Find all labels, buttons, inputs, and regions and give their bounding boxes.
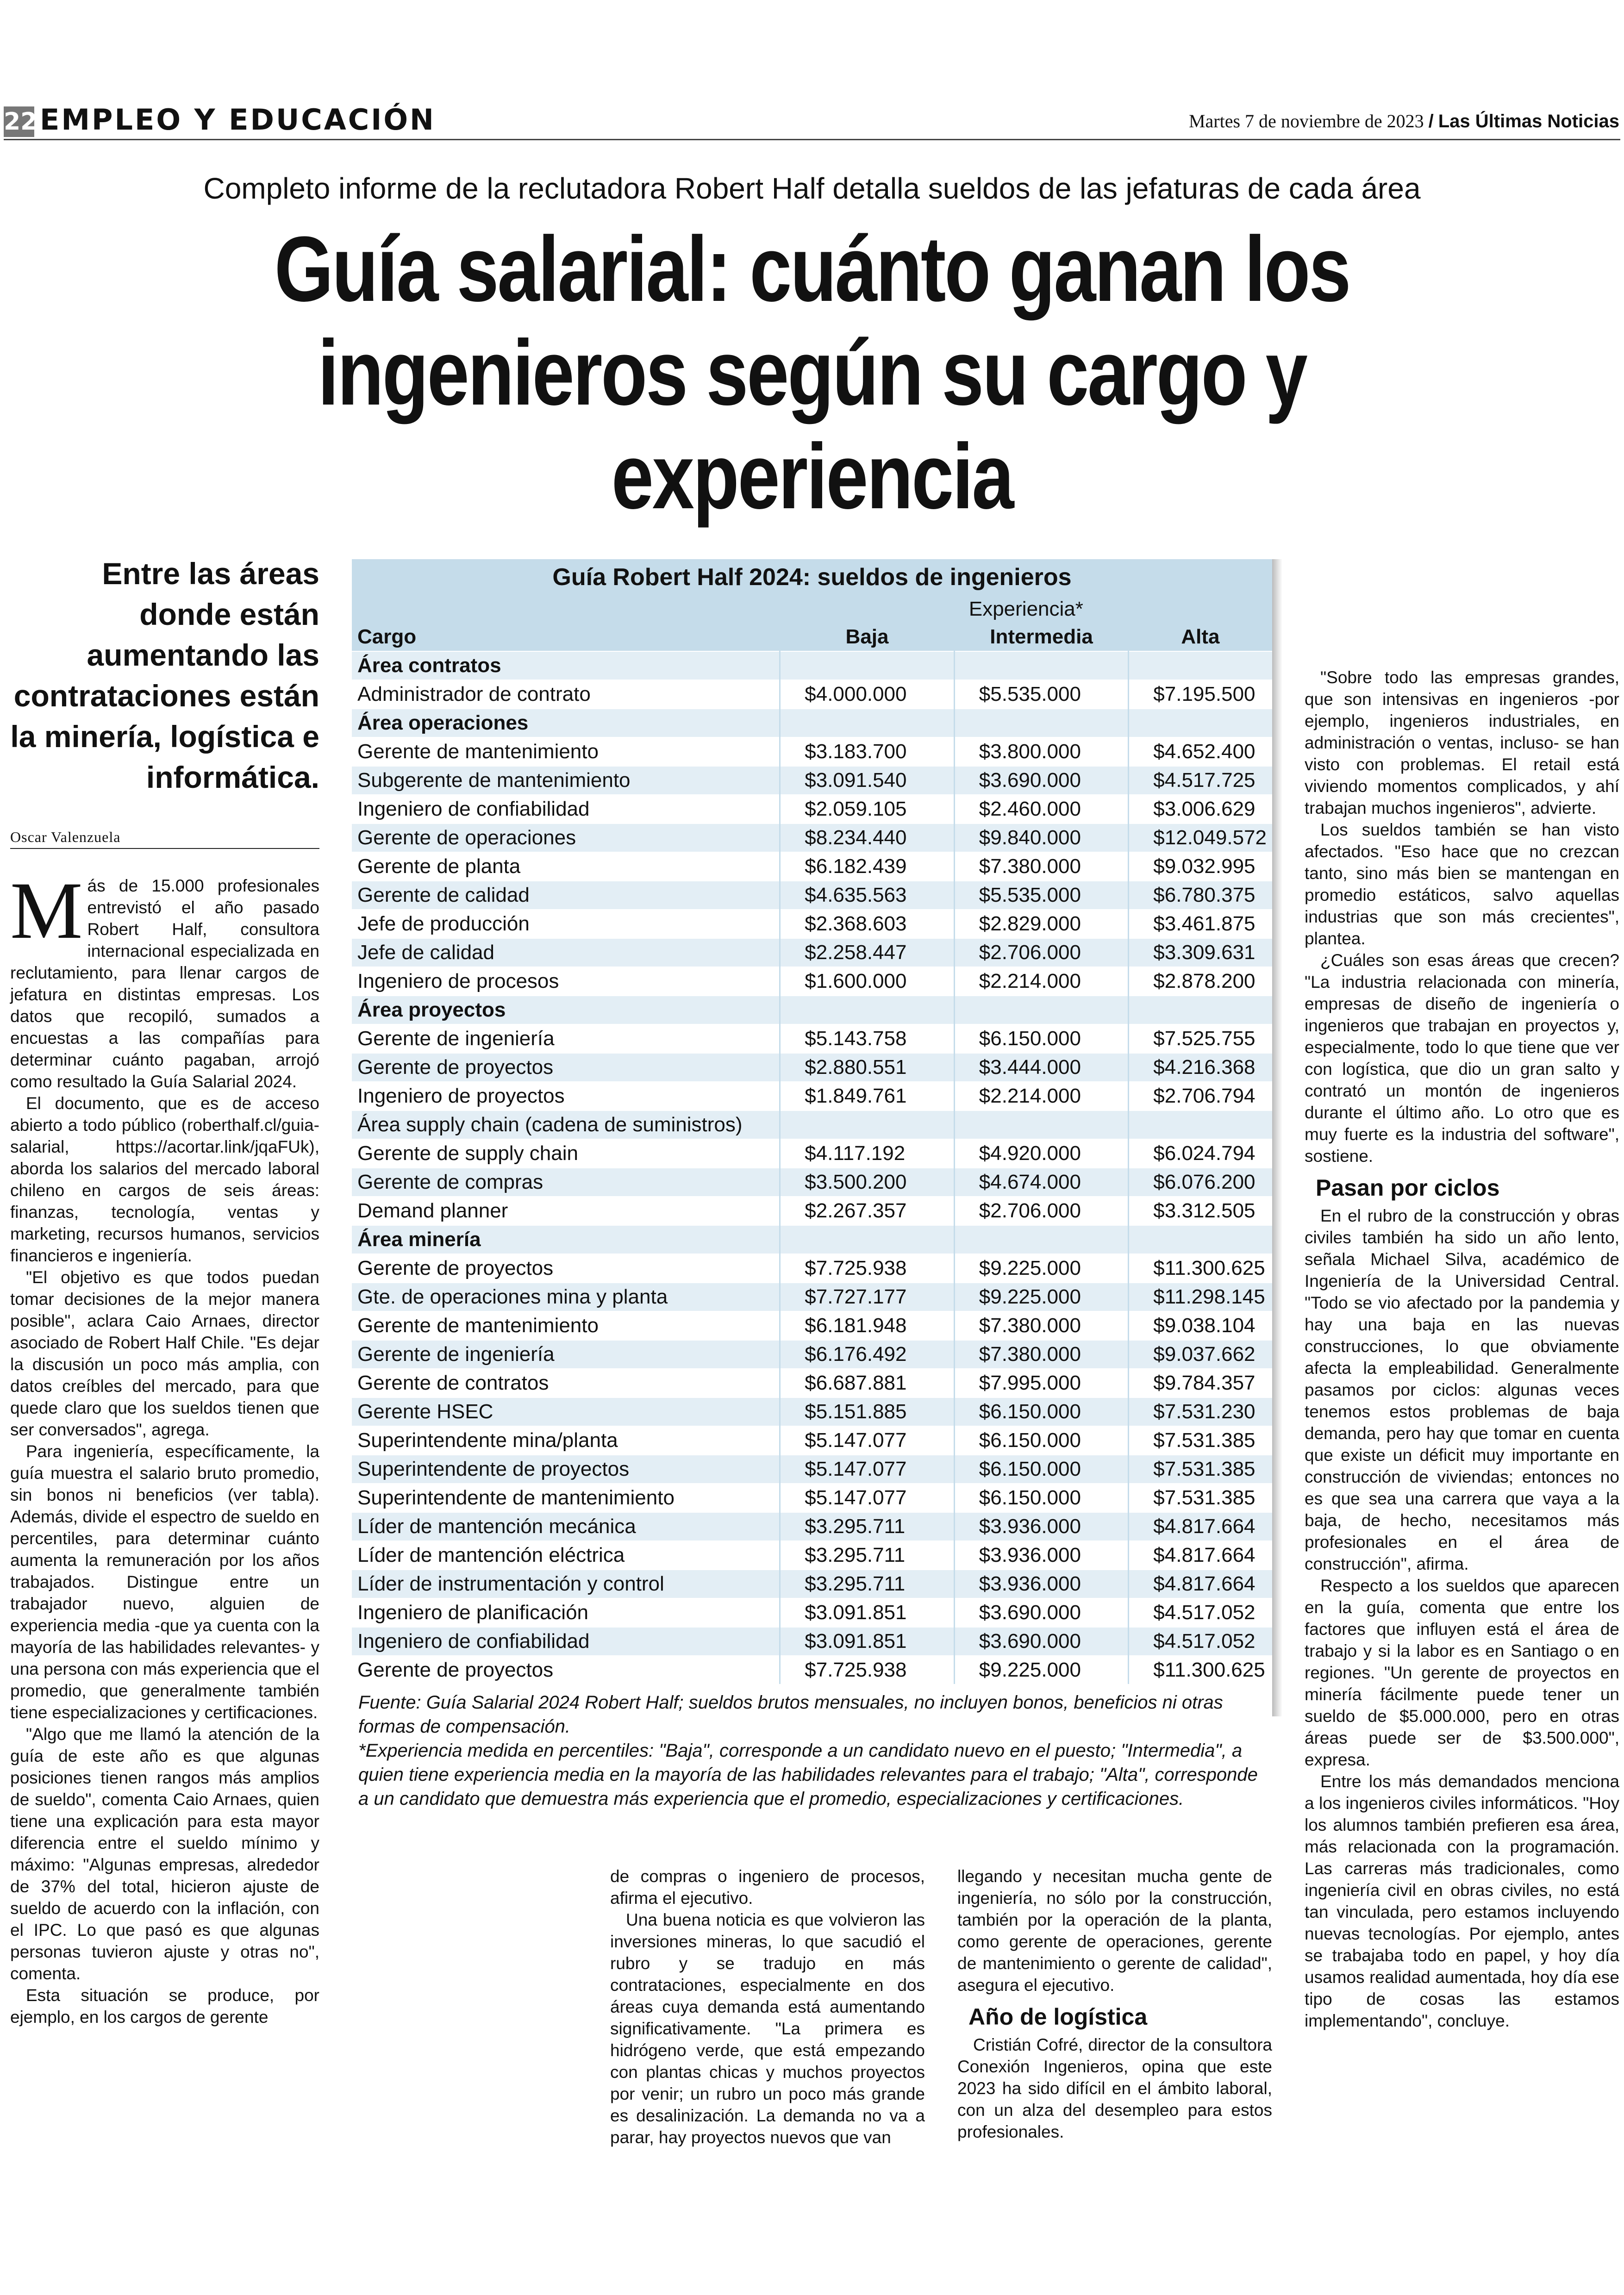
alta-cell: $3.006.629	[1129, 795, 1272, 823]
cargo-cell: Gerente de mantenimiento	[352, 1311, 780, 1340]
baja-cell: $4.117.192	[780, 1139, 955, 1168]
baja-cell: $5.143.758	[780, 1024, 955, 1053]
issue-date: Martes 7 de noviembre de 2023	[1188, 111, 1424, 131]
cargo-cell: Área operaciones	[352, 709, 780, 737]
alta-cell: $4.517.052	[1129, 1627, 1272, 1656]
cargo-cell: Área minería	[352, 1225, 780, 1254]
cargo-cell: Superintendente mina/planta	[352, 1426, 780, 1455]
baja-cell	[780, 651, 955, 680]
table-row	[352, 766, 1272, 795]
baja-cell: $3.295.711	[780, 1512, 955, 1541]
table-title: Guía Robert Half 2024: sueldos de ingenieros	[352, 559, 1272, 595]
table-row	[352, 1024, 1272, 1053]
intermedia-cell: $3.936.000	[954, 1512, 1129, 1541]
cargo-cell: Líder de mantención eléctrica	[352, 1541, 780, 1570]
baja-cell: $3.091.540	[780, 766, 955, 795]
alta-cell: $3.309.631	[1129, 938, 1272, 967]
intermedia-cell: $2.706.000	[954, 938, 1129, 967]
col-alta: Alta	[1129, 623, 1272, 651]
baja-cell	[780, 1110, 955, 1139]
baja-cell: $5.147.077	[780, 1484, 955, 1512]
alta-cell: $2.706.794	[1129, 1082, 1272, 1110]
cargo-cell: Gerente de proyectos	[352, 1254, 780, 1283]
alta-cell: $3.312.505	[1129, 1197, 1272, 1225]
cargo-cell: Gerente de supply chain	[352, 1139, 780, 1168]
alta-cell: $7.531.385	[1129, 1426, 1272, 1455]
alta-cell: $7.531.230	[1129, 1397, 1272, 1426]
table-row	[352, 1340, 1272, 1369]
alta-cell: $4.216.368	[1129, 1053, 1272, 1082]
table-row	[352, 1139, 1272, 1168]
intermedia-cell: $9.225.000	[954, 1254, 1129, 1283]
baja-cell: $2.368.603	[780, 910, 955, 938]
intermedia-cell: $2.706.000	[954, 1197, 1129, 1225]
cargo-cell: Ingeniero de procesos	[352, 967, 780, 996]
alta-cell: $4.817.664	[1129, 1570, 1272, 1598]
cargo-cell: Ingeniero de confiabilidad	[352, 1627, 780, 1656]
baja-cell: $3.091.851	[780, 1627, 955, 1656]
cargo-cell: Ingeniero de confiabilidad	[352, 795, 780, 823]
table-shadow	[1272, 559, 1282, 1716]
table-row	[352, 1570, 1272, 1598]
intermedia-cell: $6.150.000	[954, 1426, 1129, 1455]
baja-cell: $4.000.000	[780, 680, 955, 709]
alta-cell: $4.517.725	[1129, 766, 1272, 795]
alta-cell: $4.817.664	[1129, 1541, 1272, 1570]
right-column	[1305, 667, 1619, 2032]
alta-cell: $6.024.794	[1129, 1139, 1272, 1168]
intermedia-cell	[954, 1110, 1129, 1139]
baja-cell	[780, 996, 955, 1024]
cargo-cell: Gerente de contratos	[352, 1369, 780, 1397]
table-row	[352, 1369, 1272, 1397]
intermedia-cell: $9.225.000	[954, 1656, 1129, 1684]
baja-cell: $7.725.938	[780, 1656, 955, 1684]
table-row	[352, 1426, 1272, 1455]
paragraph: "Algo que me llamó la atención de la guía de este año es que algunas posiciones tienen rangos más amplios de sueldo", comenta Caio Arnaes, quien tiene una explicación para esta mayor diferencia entre el sueldo mínimo y máximo: "Algunas empresas, alrededor de 37% del total, hicieron ajuste de sueldo de acuerdo con la inflación, con el IPC. Lo que pasó es que algunas personas tuvieron ajuste y otras no", comenta.	[10, 1725, 319, 1983]
cargo-cell: Gerente de ingeniería	[352, 1340, 780, 1369]
alta-cell	[1129, 1225, 1272, 1254]
dateline-separator: /	[1428, 111, 1434, 131]
table-row	[352, 1656, 1272, 1684]
intermedia-cell: $2.460.000	[954, 795, 1129, 823]
byline: Oscar Valenzuela	[10, 829, 121, 845]
cargo-cell: Área proyectos	[352, 996, 780, 1024]
paragraph: En el rubro de la construcción y obras civiles también ha sido un año lento, señala Michael Silva, académico de Ingeniería de la Universidad Central. "Todo se vio afectado por la pandemia y hay una baja en las nuevas construcciones, lo que obviamente afecta la empleabilidad. Generalmente pasamos por ciclos: algunas veces tenemos estos problemas de baja demanda, pero hay que tomar en cuenta que existe un déficit muy importante en construcción de viviendas; entonces no es que sea una carrera que vaya a la baja, de hecho, necesitamos más profesionales en el área de construcción", afirma.	[1305, 1206, 1619, 1573]
table-row	[352, 1627, 1272, 1656]
baja-cell: $6.687.881	[780, 1369, 955, 1397]
cargo-cell: Líder de mantención mecánica	[352, 1512, 780, 1541]
paragraph: Los sueldos también se han visto afectados. "Eso hace que no crezcan tanto, sino más bien se mantengan en promedio estáticos, salvo aquellas industrias que son más crecientes", plantea.	[1305, 820, 1619, 948]
header-spacer	[352, 595, 780, 623]
baja-cell: $1.849.761	[780, 1082, 955, 1110]
cargo-cell: Jefe de calidad	[352, 938, 780, 967]
paragraph: Para ingeniería, específicamente, la guía muestra el salario bruto promedio, sin bonos ni beneficios (ver tabla). Además, divide el espectro de sueldo en percentiles, para determinar cuánto aumenta la remuneración por los años trabajados. Distingue entre un trabajador nuevo, alguien de experiencia media -que ya cuenta con la mayoría de las habilidades relevantes- y una persona con más experiencia que el promedio, que generalmente también tiene especializaciones y certificaciones.	[10, 1442, 319, 1722]
intermedia-cell: $6.150.000	[954, 1455, 1129, 1484]
cargo-cell: Gerente de mantenimiento	[352, 737, 780, 766]
cargo-cell: Líder de instrumentación y control	[352, 1570, 780, 1598]
alta-cell: $7.195.500	[1129, 680, 1272, 709]
table-area-row	[352, 709, 1272, 737]
subhead-logistica: Año de logística	[968, 2004, 1148, 2030]
paragraph: Cristián Cofré, director de la consultora Conexión Ingenieros, opina que este 2023 ha sido difícil en el ámbito laboral, con un alza del desempleo para estos profesionales.	[957, 2035, 1272, 2141]
cargo-cell: Ingeniero de planificación	[352, 1598, 780, 1627]
intermedia-cell: $3.690.000	[954, 766, 1129, 795]
table-row	[352, 1397, 1272, 1426]
cargo-cell: Administrador de contrato	[352, 680, 780, 709]
publication-name: Las Últimas Noticias	[1438, 111, 1619, 131]
middle-column-1	[610, 1865, 925, 2148]
byline-rule	[10, 848, 319, 849]
cargo-cell: Gerente de proyectos	[352, 1656, 780, 1684]
intermedia-cell: $5.535.000	[954, 881, 1129, 910]
left-column	[10, 866, 319, 2028]
baja-cell: $4.635.563	[780, 881, 955, 910]
intermedia-cell: $3.936.000	[954, 1570, 1129, 1598]
intermedia-cell: $7.995.000	[954, 1369, 1129, 1397]
intermedia-cell: $7.380.000	[954, 1311, 1129, 1340]
table-row	[352, 737, 1272, 766]
intermedia-cell: $6.150.000	[954, 1024, 1129, 1053]
baja-cell: $2.880.551	[780, 1053, 955, 1082]
baja-cell: $5.147.077	[780, 1426, 955, 1455]
intermedia-cell: $4.674.000	[954, 1168, 1129, 1197]
cargo-cell: Superintendente de proyectos	[352, 1455, 780, 1484]
table-row	[352, 795, 1272, 823]
table-area-row	[352, 651, 1272, 680]
table-row	[352, 1311, 1272, 1340]
salary-grid	[352, 595, 1272, 1684]
baja-cell: $3.500.200	[780, 1168, 955, 1197]
baja-cell: $2.267.357	[780, 1197, 955, 1225]
table-row	[352, 852, 1272, 881]
intermedia-cell: $2.214.000	[954, 967, 1129, 996]
baja-cell: $3.091.851	[780, 1598, 955, 1627]
standfirst: Entre las áreas donde están aumentando las contrataciones están la minería, logística e informática.	[10, 556, 319, 794]
cargo-cell: Área supply chain (cadena de suministros)	[352, 1110, 780, 1139]
paragraph: "Sobre todo las empresas grandes, que son intensivas en ingenieros -por ejemplo, ingenieros industriales, en administración o ventas, incluso- se han visto con problemas. El retail está viviendo momentos complicados, y ahí trabajan muchos ingenieros", advierte.	[1305, 668, 1619, 817]
table-row	[352, 1598, 1272, 1627]
table-row	[352, 1197, 1272, 1225]
alta-cell	[1129, 996, 1272, 1024]
paragraph: Esta situación se produce, por ejemplo, en los cargos de gerente	[10, 1986, 319, 2027]
alta-cell: $11.300.625	[1129, 1656, 1272, 1684]
alta-cell	[1129, 1110, 1272, 1139]
paragraph: Respecto a los sueldos que aparecen en la guía, comenta que entre los factores que influyen está el área de trabajo y si la labor es en Santiago o en regiones. "Un gerente de proyectos en minería fácilmente puede tener un sueldo de $5.000.000, pero en otras áreas puede ser de $3.500.000", expresa.	[1305, 1576, 1619, 1769]
page-number: 22	[4, 106, 34, 137]
alta-cell: $7.531.385	[1129, 1455, 1272, 1484]
table-row	[352, 1168, 1272, 1197]
alta-cell: $9.038.104	[1129, 1311, 1272, 1340]
intermedia-cell	[954, 651, 1129, 680]
paragraph: ás de 15.000 profesionales entrevistó el año pasado Robert Half, consultora internacional especializada en reclutamiento, para llenar cargos de jefatura en distintas empresas. Los datos que recopiló, sumados a encuestas a las compañías para determinar cuánto pagaban, arrojó como resultado la Guía Salarial 2024.	[10, 876, 319, 1091]
alta-cell: $11.298.145	[1129, 1283, 1272, 1311]
alta-cell	[1129, 651, 1272, 680]
paragraph: Entre los más demandados menciona a los ingenieros civiles informáticos. "Hoy los alumnos también prefieren esa área, más relacionada con la programación. Las carreras más tradicionales, como ingeniería civil en obras civiles, no está tan vinculada, pero estamos incluyendo nuevas tecnologías. Por ejemplo, antes se trabajaba todo en papel, y hoy día usamos realidad aumentada, hoy día ese tipo de cosas las estamos implementando", concluye.	[1305, 1772, 1619, 2030]
intermedia-cell: $3.444.000	[954, 1053, 1129, 1082]
subhead-ciclos: Pasan por ciclos	[1316, 1175, 1500, 1201]
baja-cell: $2.258.447	[780, 938, 955, 967]
table-area-row	[352, 996, 1272, 1024]
alta-cell	[1129, 709, 1272, 737]
alta-cell: $7.525.755	[1129, 1024, 1272, 1053]
baja-cell: $6.182.439	[780, 852, 955, 881]
baja-cell: $6.181.948	[780, 1311, 955, 1340]
alta-cell: $4.517.052	[1129, 1598, 1272, 1627]
alta-cell: $4.817.664	[1129, 1512, 1272, 1541]
intermedia-cell	[954, 996, 1129, 1024]
paragraph: de compras o ingeniero de procesos, afirma el ejecutivo.	[610, 1867, 925, 1908]
baja-cell: $5.147.077	[780, 1455, 955, 1484]
baja-cell: $2.059.105	[780, 795, 955, 823]
cargo-cell: Gerente de planta	[352, 852, 780, 881]
footnote-source: Fuente: Guía Salarial 2024 Robert Half; sueldos brutos mensuales, no incluyen bonos, beneficios ni otras formas de compensación.	[358, 1692, 1223, 1737]
cargo-cell: Gerente de operaciones	[352, 823, 780, 852]
paragraph: Una buena noticia es que volvieron las inversiones mineras, lo que sacudió el rubro y se tradujo en más contrataciones, especialmente en dos áreas cuya demanda está aumentando significativamente. "La primera es hidrógeno verde, que está empezando con plantas chicas y muchos proyectos por venir; un rubro un poco más grande es desalinización. La demanda no va a parar, hay proyectos nuevos que van	[610, 1910, 925, 2147]
alta-cell: $6.076.200	[1129, 1168, 1272, 1197]
intermedia-cell: $2.214.000	[954, 1082, 1129, 1110]
cargo-cell: Demand planner	[352, 1197, 780, 1225]
intermedia-cell: $3.690.000	[954, 1598, 1129, 1627]
cargo-cell: Ingeniero de proyectos	[352, 1082, 780, 1110]
dateline	[1189, 110, 1619, 132]
alta-cell: $11.300.625	[1129, 1254, 1272, 1283]
salary-table	[352, 559, 1272, 1811]
cargo-cell: Gerente de ingeniería	[352, 1024, 780, 1053]
cargo-cell: Gerente de proyectos	[352, 1053, 780, 1082]
baja-cell: $6.176.492	[780, 1340, 955, 1369]
cargo-cell: Superintendente de mantenimiento	[352, 1484, 780, 1512]
baja-cell: $7.727.177	[780, 1283, 955, 1311]
table-footnote	[352, 1690, 1272, 1811]
baja-cell: $8.234.440	[780, 823, 955, 852]
intermedia-cell: $6.150.000	[954, 1397, 1129, 1426]
cargo-cell: Área contratos	[352, 651, 780, 680]
table-area-row	[352, 1110, 1272, 1139]
baja-cell: $5.151.885	[780, 1397, 955, 1426]
alta-cell: $6.780.375	[1129, 881, 1272, 910]
cargo-cell: Subgerente de mantenimiento	[352, 766, 780, 795]
paragraph: llegando y necesitan mucha gente de ingeniería, no sólo por la construcción, también por la operación de la planta, como gerente de operaciones, gerente de mantenimiento o gerente de calidad", asegura el ejecutivo.	[957, 1867, 1272, 1995]
paragraph: ¿Cuáles son esas áreas que crecen? "La industria relacionada con minería, empresas de diseño de ingeniería o ingenieros que trabajan en proyectos y, especialmente, todo lo que tiene que ver con logística, que dio un gran salto y contrató un montón de ingenieros durante el último año. Lo otro que es muy fuerte es la industria del software", sostiene.	[1305, 951, 1619, 1166]
alta-cell: $7.531.385	[1129, 1484, 1272, 1512]
table-row	[352, 680, 1272, 709]
experience-header: Experiencia*	[780, 595, 1272, 623]
alta-cell: $9.032.995	[1129, 852, 1272, 881]
baja-cell: $7.725.938	[780, 1254, 955, 1283]
middle-column-2	[957, 1865, 1272, 2143]
col-baja: Baja	[780, 623, 955, 651]
table-row	[352, 1512, 1272, 1541]
table-row	[352, 881, 1272, 910]
table-row	[352, 1082, 1272, 1110]
col-intermedia: Intermedia	[954, 623, 1129, 651]
table-row	[352, 1254, 1272, 1283]
table-area-row	[352, 1225, 1272, 1254]
cargo-cell: Gerente de calidad	[352, 881, 780, 910]
baja-cell: $1.600.000	[780, 967, 955, 996]
alta-cell: $2.878.200	[1129, 967, 1272, 996]
table-row	[352, 1484, 1272, 1512]
table-row	[352, 823, 1272, 852]
table-row	[352, 1455, 1272, 1484]
intermedia-cell: $7.380.000	[954, 852, 1129, 881]
table-row	[352, 938, 1272, 967]
table-row	[352, 1541, 1272, 1570]
header-rule	[4, 139, 1620, 140]
intermedia-cell: $4.920.000	[954, 1139, 1129, 1168]
table-row	[352, 910, 1272, 938]
table-body	[352, 651, 1272, 1684]
kicker: Completo informe de la reclutadora Robert Half detalla sueldos de las jefaturas de cada área	[203, 172, 1421, 205]
alta-cell: $9.037.662	[1129, 1340, 1272, 1369]
table-row	[352, 967, 1272, 996]
dropcap: M	[10, 866, 83, 956]
baja-cell	[780, 1225, 955, 1254]
baja-cell: $3.183.700	[780, 737, 955, 766]
intermedia-cell: $7.380.000	[954, 1340, 1129, 1369]
col-cargo: Cargo	[352, 623, 780, 651]
intermedia-cell	[954, 709, 1129, 737]
cargo-cell: Gerente HSEC	[352, 1397, 780, 1426]
intermedia-cell: $2.829.000	[954, 910, 1129, 938]
intermedia-cell: $9.225.000	[954, 1283, 1129, 1311]
intermedia-cell: $3.690.000	[954, 1627, 1129, 1656]
paragraph: "El objetivo es que todos puedan tomar decisiones de la mejor manera posible", aclara Caio Arnaes, director asociado de Robert Half Chile. "Es dejar la discusión un poco más amplia, con datos creíbles del mercado, para que quede claro que los sueldos tienen que ser conversados", agrega.	[10, 1268, 319, 1439]
table-row	[352, 1283, 1272, 1311]
alta-cell: $12.049.572	[1129, 823, 1272, 852]
intermedia-cell: $5.535.000	[954, 680, 1129, 709]
baja-cell	[780, 709, 955, 737]
cargo-cell: Gte. de operaciones mina y planta	[352, 1283, 780, 1311]
baja-cell: $3.295.711	[780, 1570, 955, 1598]
intermedia-cell	[954, 1225, 1129, 1254]
cargo-cell: Gerente de compras	[352, 1168, 780, 1197]
section-title: EMPLEO Y EDUCACIÓN	[40, 103, 436, 137]
intermedia-cell: $3.800.000	[954, 737, 1129, 766]
alta-cell: $4.652.400	[1129, 737, 1272, 766]
alta-cell: $3.461.875	[1129, 910, 1272, 938]
paragraph: El documento, que es de acceso abierto a todo público (roberthalf.cl/guia-salarial, https://acortar.link/jqaFUk), aborda los salarios del mercado laboral chileno en cargos de seis áreas: finanzas, tecnología, ventas y marketing, recursos humanos, servicios financieros e ingeniería.	[10, 1094, 319, 1265]
baja-cell: $3.295.711	[780, 1541, 955, 1570]
intermedia-cell: $3.936.000	[954, 1541, 1129, 1570]
footnote-experience: *Experiencia medida en percentiles: "Baja", corresponde a un candidato nuevo en el puesto; "Intermedia", a quien tiene experiencia media en la mayoría de las habilidades relevantes para el trabajo; "Alta", corresponde a un candidato que demuestra más experiencia que el promedio, especializaciones y certificaciones.	[358, 1740, 1258, 1809]
headline: Guía salarial: cuánto ganan los ingenieros según su cargo y experiencia	[274, 218, 1350, 528]
table-row	[352, 1053, 1272, 1082]
intermedia-cell: $9.840.000	[954, 823, 1129, 852]
alta-cell: $9.784.357	[1129, 1369, 1272, 1397]
intermedia-cell: $6.150.000	[954, 1484, 1129, 1512]
cargo-cell: Jefe de producción	[352, 910, 780, 938]
